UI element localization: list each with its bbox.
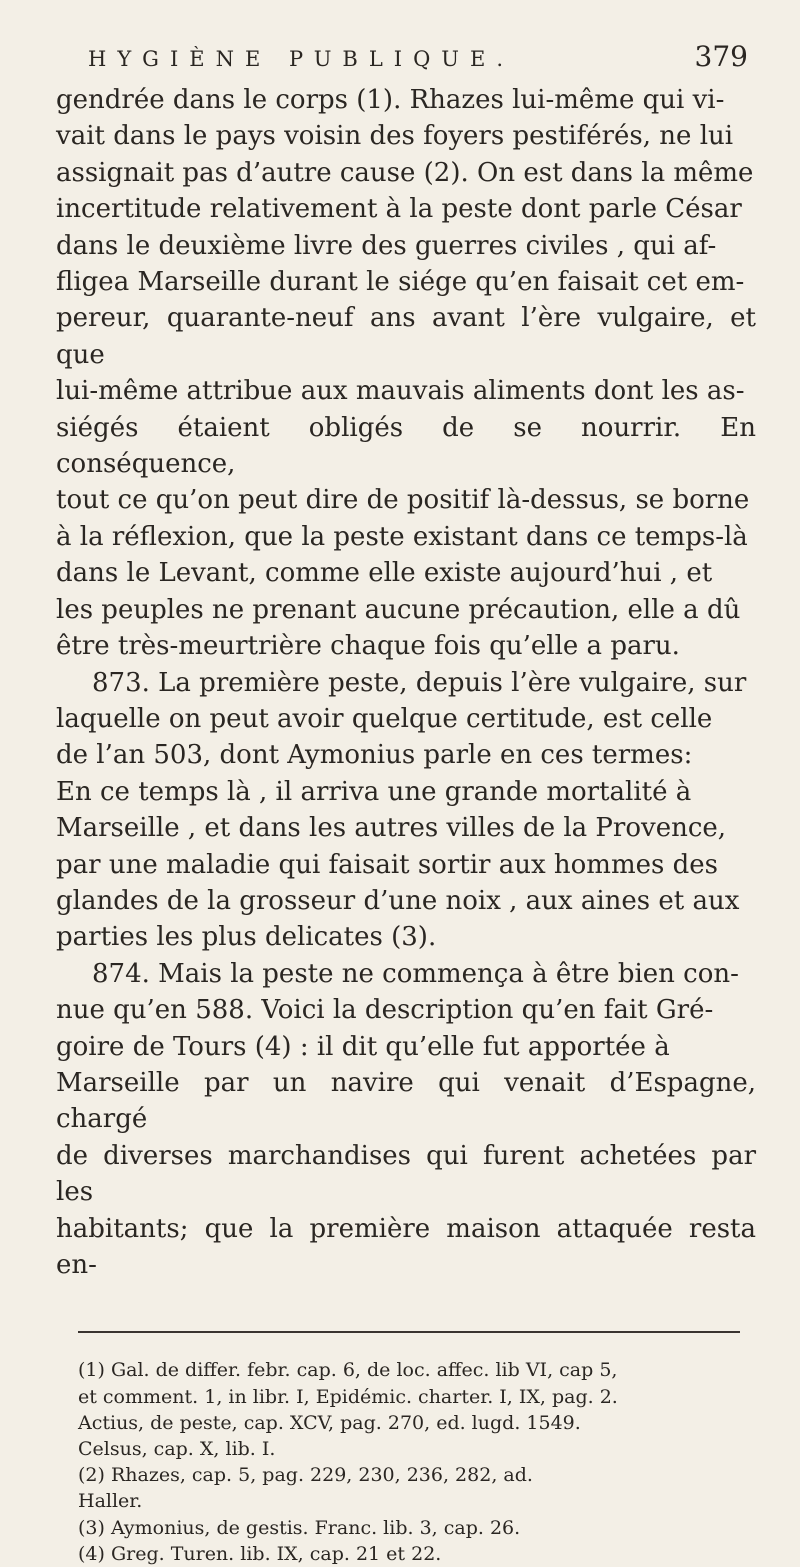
text-line: pereur, quarante-neuf ans avant l’ère vulgaire, et que — [56, 303, 756, 370]
footnote-line: et comment. 1, in libr. I, Epidémic. charter. I, IX, pag. 2. — [78, 1385, 618, 1408]
text-line: parties les plus delicates (3). — [56, 922, 437, 953]
footnote-line: (4) Greg. Turen. lib. IX, cap. 21 et 22. — [78, 1542, 442, 1565]
running-title: HYGIÈNE PUBLIQUE. — [88, 47, 515, 71]
book-page — [56, 40, 756, 1567]
footnote-line: Haller. — [78, 1490, 143, 1513]
footnotes — [56, 1357, 756, 1567]
footnote-divider — [78, 1331, 740, 1333]
footnote-line: Celsus, cap. X, lib. I. — [78, 1438, 276, 1461]
text-line: de l’an 503, dont Aymonius parle en ces termes: — [56, 740, 693, 771]
text-line: tout ce qu’on peut dire de positif là-dessus, se borne — [56, 485, 750, 516]
page-header — [56, 40, 756, 82]
text-line: En ce temps là , il arriva une grande mortalité à — [56, 776, 692, 807]
text-line: incertitude relativement à la peste dont parle César — [56, 194, 742, 225]
text-line: les peuples ne prenant aucune précaution, elle a dû — [56, 594, 741, 625]
paragraph-874 — [56, 956, 756, 1284]
text-line: 873. La première peste, depuis l’ère vulgaire, sur — [92, 667, 747, 698]
text-line: fligea Marseille durant le siége qu’en faisait cet em- — [56, 267, 745, 298]
text-line: Marseille par un navire qui venait d’Espagne, chargé — [56, 1067, 756, 1135]
text-line: dans le Levant, comme elle existe aujourd’hui , et — [56, 558, 713, 589]
text-line: nue qu’en 588. Voici la description qu’en fait Gré- — [56, 995, 714, 1026]
text-line: glandes de la grosseur d’une noix , aux aines et aux — [56, 885, 740, 916]
text-line: assignait pas d’autre cause (2). On est dans la même — [56, 157, 754, 188]
footnote-line: (3) Aymonius, de gestis. Franc. lib. 3, cap. 26. — [78, 1516, 521, 1539]
text-line: être très-meurtrière chaque fois qu’elle a paru. — [56, 631, 680, 662]
text-line: laquelle on peut avoir quelque certitude, est celle — [56, 703, 713, 734]
text-line: habitants; que la première maison attaquée resta en- — [56, 1213, 756, 1280]
text-line: siégés étaient obligés de se nourrir. En conséquence, — [56, 412, 756, 480]
text-line: gendrée dans le corps (1). Rhazes lui-même qui vi- — [56, 85, 725, 115]
text-line: par une maladie qui faisait sortir aux hommes des — [56, 849, 718, 880]
paragraph-873 — [56, 665, 756, 956]
text-line: vait dans le pays voisin des foyers pestiférés, ne lui — [56, 121, 734, 152]
text-line: à la réflexion, que la peste existant dans ce temps-là — [56, 521, 748, 552]
footnote-line: (1) Gal. de differ. febr. cap. 6, de loc. affec. lib VI, cap 5, — [78, 1359, 618, 1382]
footnote-line: Actius, de peste, cap. XCV, pag. 270, ed. lugd. 1549. — [78, 1411, 581, 1434]
page-number: 379 — [694, 40, 748, 73]
footnote-line: (2) Rhazes, cap. 5, pag. 229, 230, 236, 282, ad. — [78, 1464, 533, 1487]
text-line: Marseille , et dans les autres villes de la Provence, — [56, 813, 727, 844]
body-text — [56, 82, 756, 1283]
text-line: lui-même attribue aux mauvais aliments dont les as- — [56, 376, 745, 407]
text-line: de diverses marchandises qui furent achetées par les — [56, 1140, 756, 1208]
paragraph-1 — [56, 82, 756, 665]
text-line: 874. Mais la peste ne commença à être bien con- — [92, 958, 739, 989]
text-line: goire de Tours (4) : il dit qu’elle fut apportée à — [56, 1031, 670, 1062]
text-line: dans le deuxième livre des guerres civiles , qui af- — [56, 230, 717, 261]
